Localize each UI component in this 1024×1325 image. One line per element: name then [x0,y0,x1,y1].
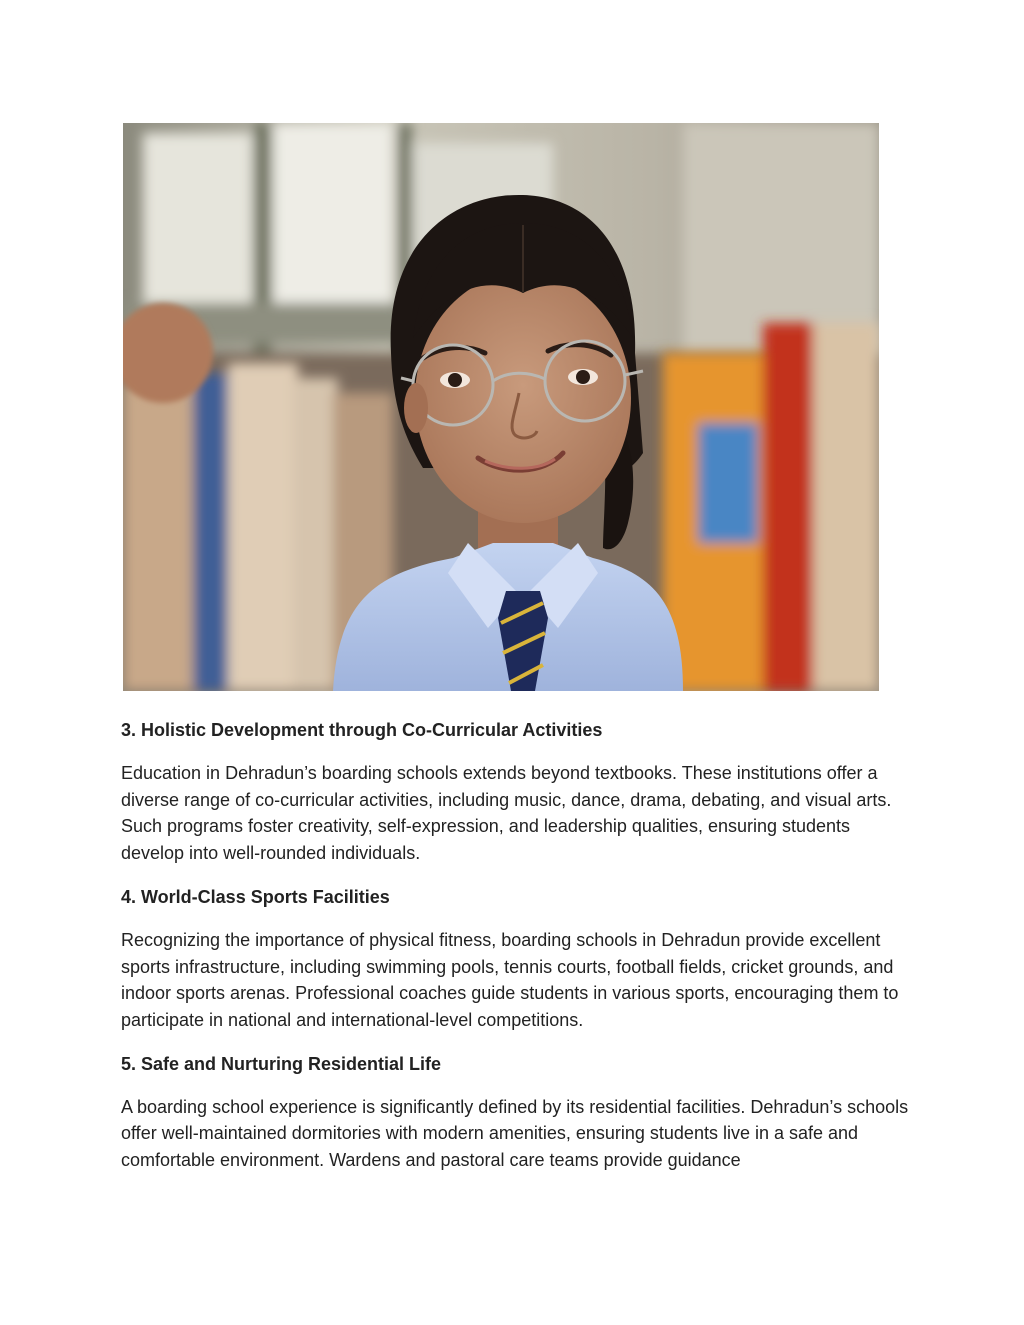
section-heading-sports-facilities: 4. World-Class Sports Facilities [121,886,390,907]
section-heading-residential-life: 5. Safe and Nurturing Residential Life [121,1053,442,1074]
section-heading-holistic-development: 3. Holistic Development through Co-Curricular Activities [121,720,603,740]
section-body-residential-life: A boarding school experience is significantly defined by its residential facilities. Dehradun’s schools offer well-maintained dormitories with modern amenities, ensuring students live in a safe and comfortable environment. Wardens and pastoral care teams provide guidance [121,1096,909,1171]
section-body-sports-facilities: Recognizing the importance of physical fitness, boarding schools in Dehradun provide excellent sports infrastructure, including swimming pools, tennis courts, football fields, cricket grounds, and indoor sports arenas. Professional coaches guide students in various sports, encouraging them to participate in national and international-level competitions. [121,929,899,1030]
article-content [121,717,911,1191]
student-library-photo [123,123,879,691]
section-body-holistic-development: Education in Dehradun’s boarding schools extends beyond textbooks. These institutions offer a diverse range of co-curricular activities, including music, dance, drama, debating, and visual arts. Such programs foster creativity, self-expression, and leadership qualities, ensuring students develop into well-rounded individuals. [121,763,892,864]
